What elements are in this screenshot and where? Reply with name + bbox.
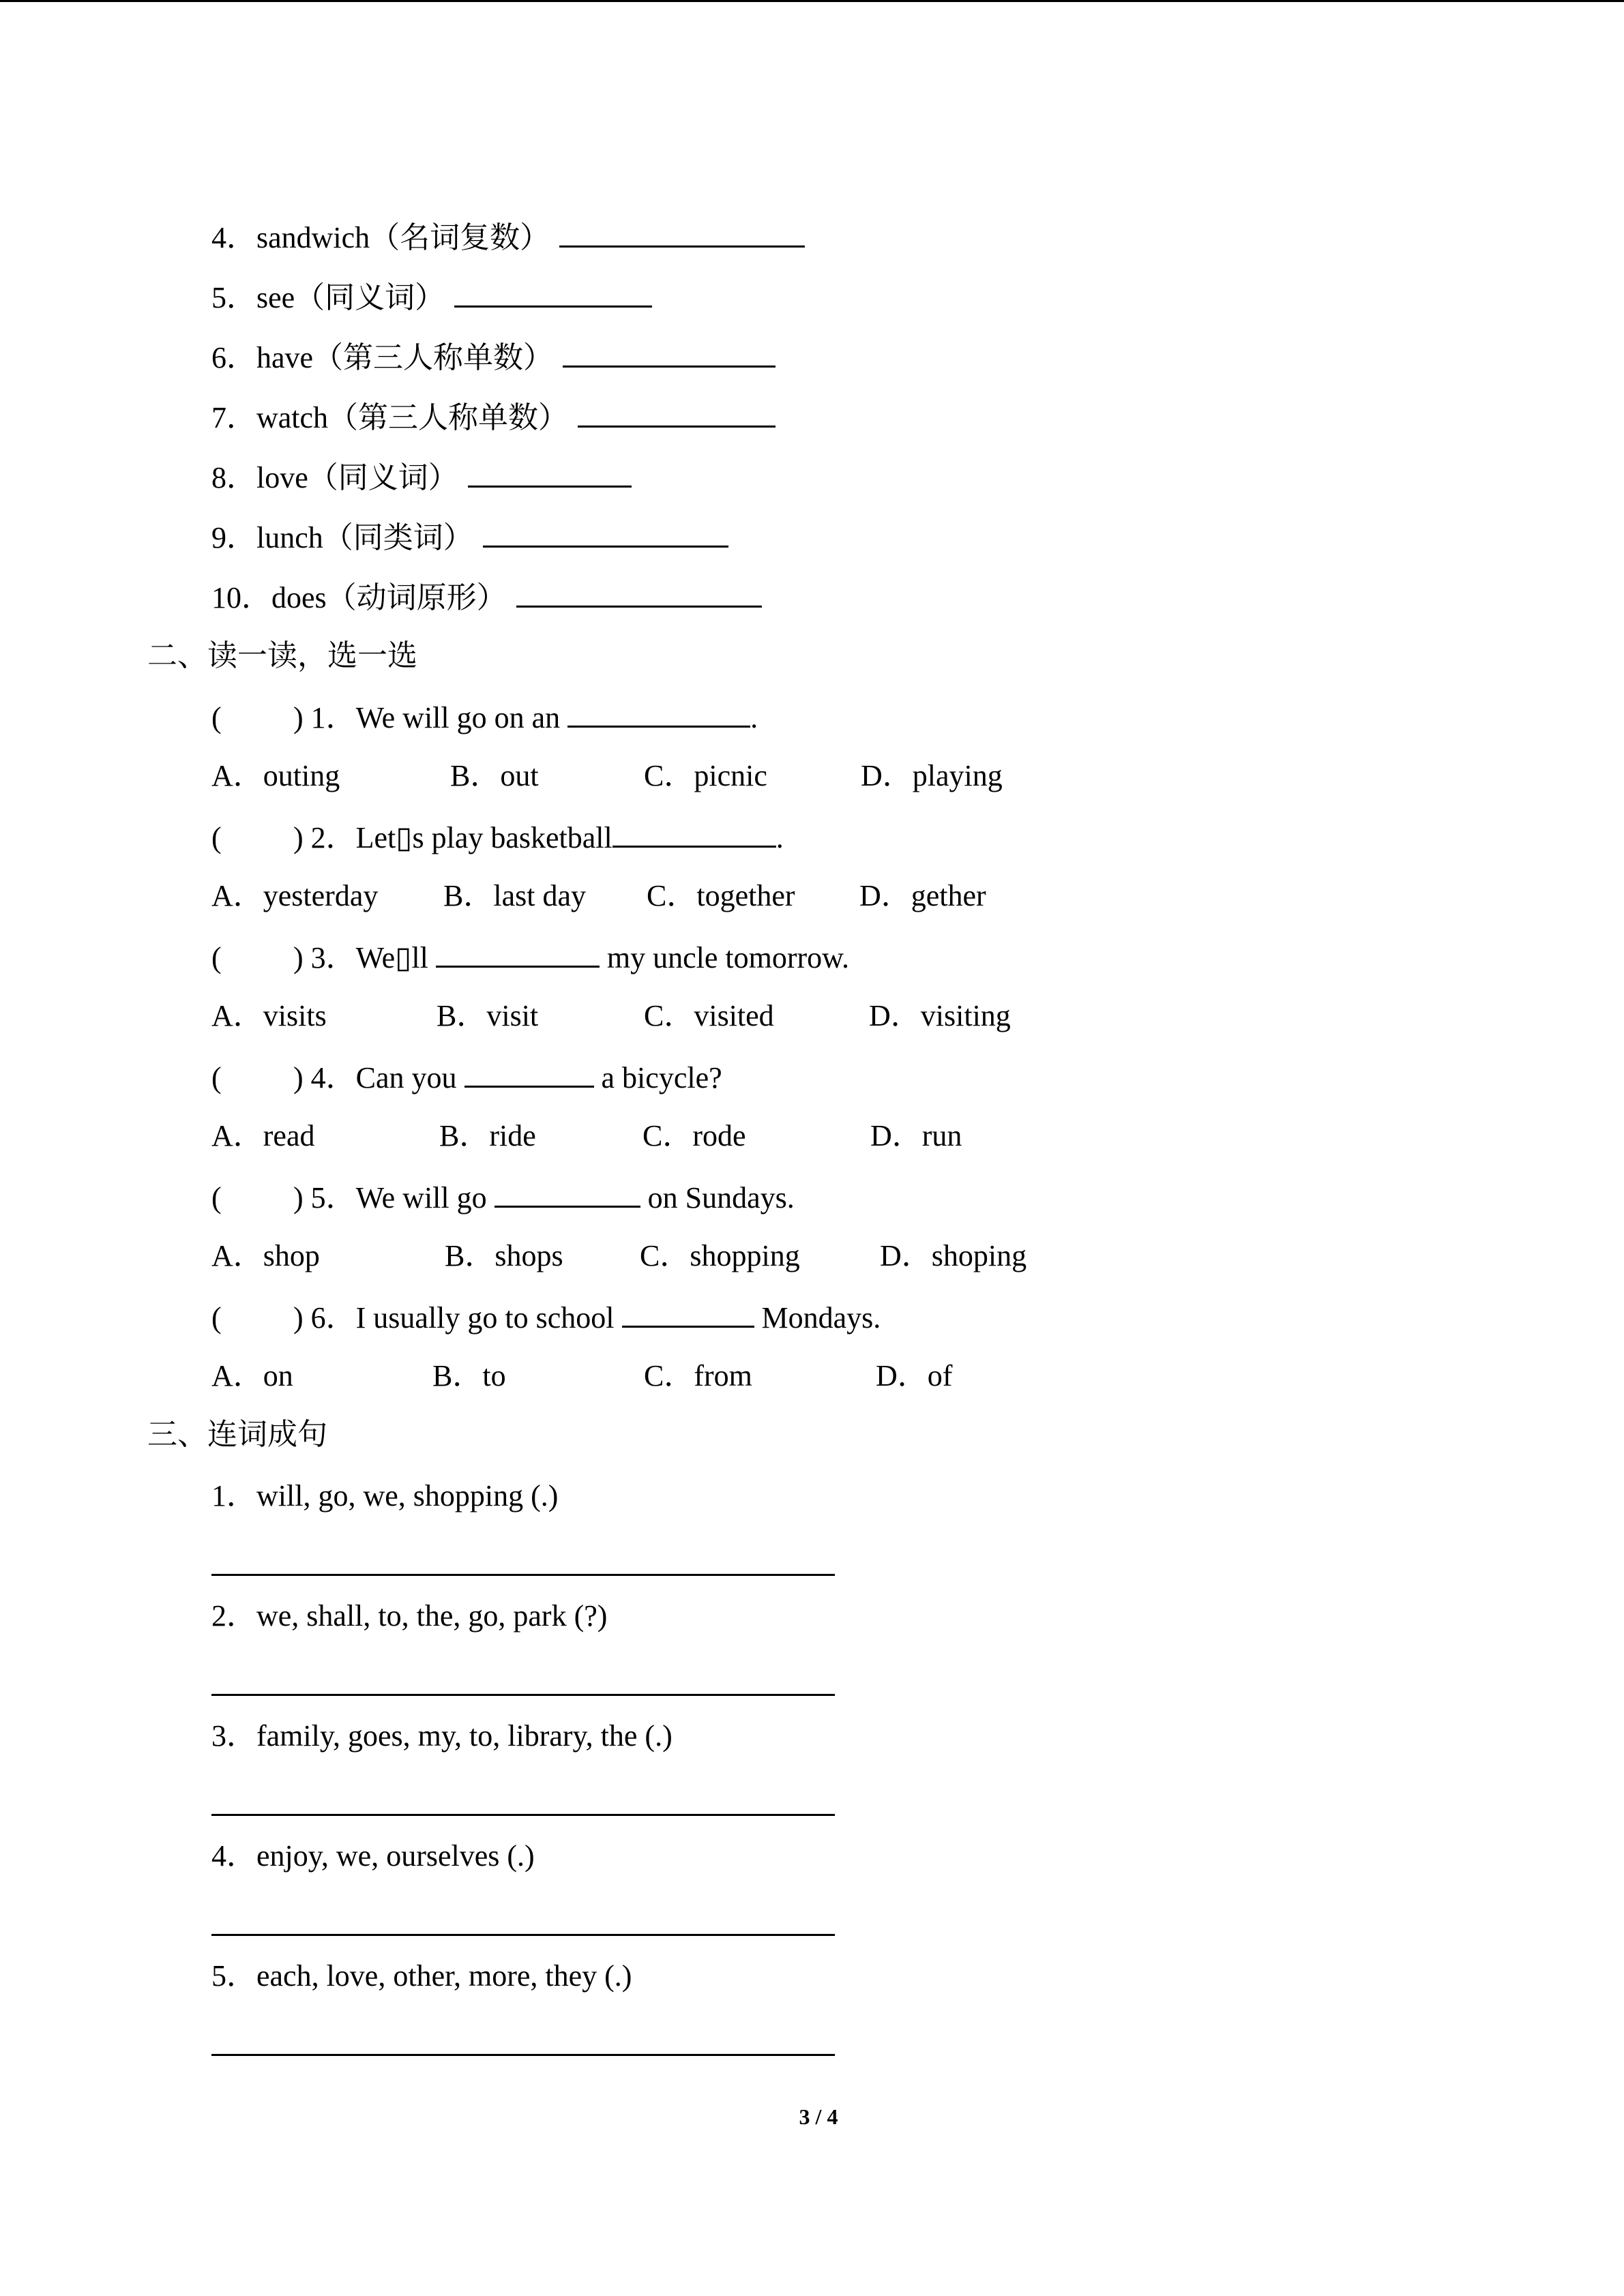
answer-blank[interactable] [578,396,776,428]
option-a[interactable]: A．shop [211,1239,320,1272]
option-b[interactable]: B．out [450,759,539,792]
answer-blank[interactable] [563,336,776,368]
option-a[interactable]: A．read [211,1119,315,1152]
answer-blank[interactable] [559,215,805,248]
reorder-item: 2．we, shall, to, the, go, park (?) [211,1599,608,1632]
answer-blank[interactable] [567,696,750,728]
reorder-item: 5．each, love, other, more, they (.) [211,1959,632,1993]
answer-blank[interactable] [464,1056,594,1088]
answer-blank[interactable] [622,1296,754,1328]
option-d[interactable]: D．shoping [880,1239,1027,1272]
option-a[interactable]: A．outing [211,759,340,792]
option-d[interactable]: D．of [876,1359,953,1392]
option-c[interactable]: C．picnic [644,759,767,792]
option-a[interactable]: A．visits [211,999,327,1032]
word-item: 8．love（同义词） [211,456,632,496]
answer-line[interactable] [211,1574,835,1576]
answer-paren[interactable]: ( [211,941,222,974]
option-a[interactable]: A．on [211,1359,293,1392]
option-b[interactable]: B．shops [445,1239,563,1272]
question-stem: ( ) 3．We▯ll my uncle tomorrow. [211,936,849,976]
answer-blank[interactable] [483,516,728,548]
answer-blank[interactable] [612,816,776,848]
option-c[interactable]: C．rode [643,1119,746,1152]
reorder-item: 3．family, goes, my, to, library, the (.) [211,1719,673,1753]
reorder-item: 1．will, go, we, shopping (.) [211,1479,559,1512]
word-item: 7．watch（第三人称单数） [211,396,776,436]
option-d[interactable]: D．gether [859,879,986,912]
answer-line[interactable] [211,1694,835,1696]
word-item: 10．does（动词原形） [211,576,762,616]
section-heading: 二、读一读，选一选 [147,639,417,672]
option-b[interactable]: B．visit [437,999,539,1032]
answer-blank[interactable] [494,1176,640,1208]
top-border [0,0,1624,2]
answer-blank[interactable] [436,936,600,968]
answer-paren[interactable]: ( [211,1301,222,1335]
option-c[interactable]: C．visited [644,999,774,1032]
page-number: 3 / 4 [799,2104,838,2129]
option-b[interactable]: B．last day [443,879,586,912]
answer-line[interactable] [211,1814,835,1816]
answer-paren[interactable]: ( [211,701,222,734]
answer-line[interactable] [211,1934,835,1936]
option-c[interactable]: C．shopping [640,1239,800,1272]
answer-blank[interactable] [516,576,762,608]
option-d[interactable]: D．playing [861,759,1003,792]
option-c[interactable]: C．together [647,879,795,912]
option-b[interactable]: B．to [432,1359,506,1392]
question-stem: ( ) 2．Let▯s play basketball . [211,816,784,856]
question-stem: ( ) 4．Can you a bicycle? [211,1056,722,1097]
section-heading: 三、连词成句 [147,1418,327,1451]
answer-blank[interactable] [468,456,632,488]
word-item: 6．have（第三人称单数） [211,336,776,376]
answer-paren[interactable]: ( [211,821,222,854]
option-b[interactable]: B．ride [439,1119,536,1152]
option-d[interactable]: D．visiting [869,999,1011,1032]
question-stem: ( ) 1．We will go on an . [211,696,758,736]
answer-blank[interactable] [454,275,652,308]
word-item: 4．sandwich（名词复数） [211,215,805,256]
word-item: 9．lunch（同类词） [211,516,728,556]
question-stem: ( ) 5．We will go on Sundays. [211,1176,795,1217]
answer-paren[interactable]: ( [211,1181,222,1214]
reorder-item: 4．enjoy, we, ourselves (.) [211,1839,535,1873]
question-stem: ( ) 6．I usually go to school Mondays. [211,1296,881,1337]
option-a[interactable]: A．yesterday [211,879,379,912]
answer-line[interactable] [211,2054,835,2056]
option-c[interactable]: C．from [644,1359,752,1392]
answer-paren[interactable]: ( [211,1061,222,1094]
word-item: 5．see（同义词） [211,275,652,316]
option-d[interactable]: D．run [870,1119,962,1152]
